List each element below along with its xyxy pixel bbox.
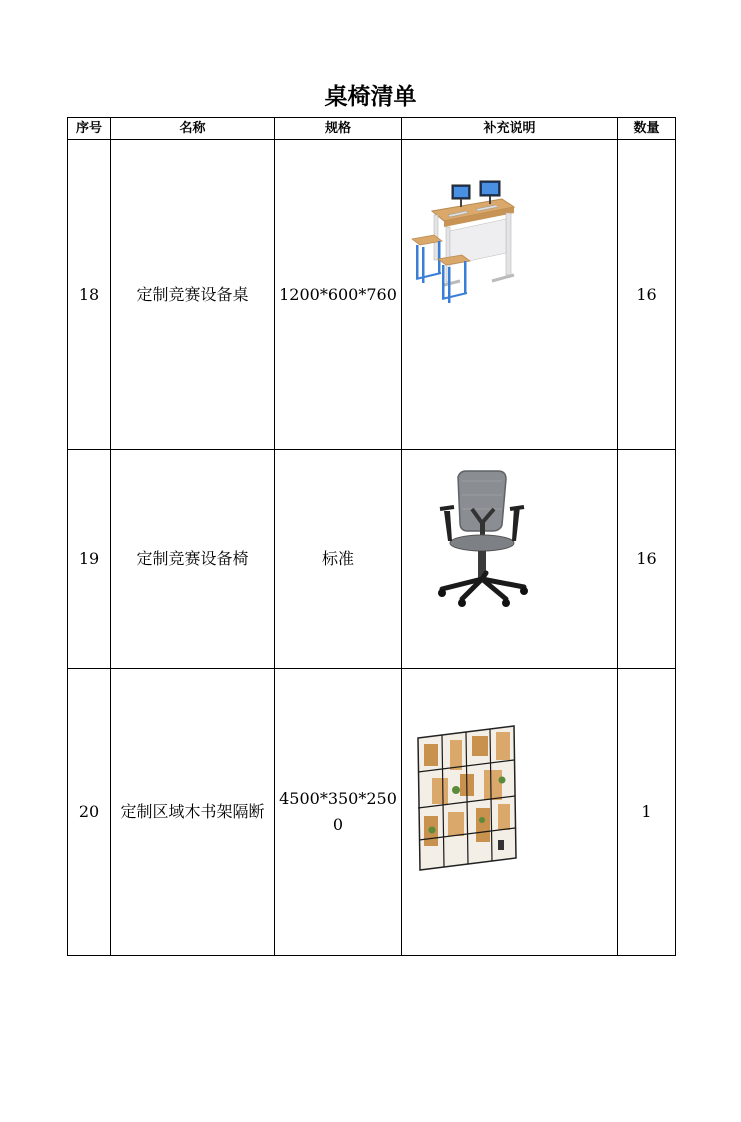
row-spec: 标准	[275, 450, 402, 669]
table-row	[68, 669, 676, 956]
table-row	[68, 140, 676, 450]
row-index: 19	[68, 450, 111, 669]
computer-desk-icon	[402, 141, 616, 449]
table-header-row	[68, 118, 676, 140]
header-index: 序号	[68, 118, 111, 140]
row-name: 定制竞赛设备椅	[111, 450, 275, 669]
row-index: 18	[68, 140, 111, 450]
row-qty: 1	[618, 669, 676, 956]
page-title: 桌椅清单	[324, 84, 417, 110]
bookshelf-icon	[402, 670, 616, 955]
row-index: 20	[68, 669, 111, 956]
row-qty: 16	[618, 140, 676, 450]
office-chair-icon	[402, 451, 616, 668]
row-note-image	[402, 669, 618, 956]
header-qty: 数量	[618, 118, 676, 140]
header-note: 补充说明	[402, 118, 618, 140]
header-spec: 规格	[275, 118, 402, 140]
furniture-table	[67, 117, 676, 956]
row-note-image	[402, 140, 618, 450]
row-name: 定制竞赛设备桌	[111, 140, 275, 450]
row-name: 定制区域木书架隔断	[111, 669, 275, 956]
row-spec: 1200*600*760	[275, 140, 402, 450]
table-row	[68, 450, 676, 669]
row-spec: 4500*350*2500	[275, 669, 402, 956]
row-qty: 16	[618, 450, 676, 669]
row-note-image	[402, 450, 618, 669]
header-name: 名称	[111, 118, 275, 140]
